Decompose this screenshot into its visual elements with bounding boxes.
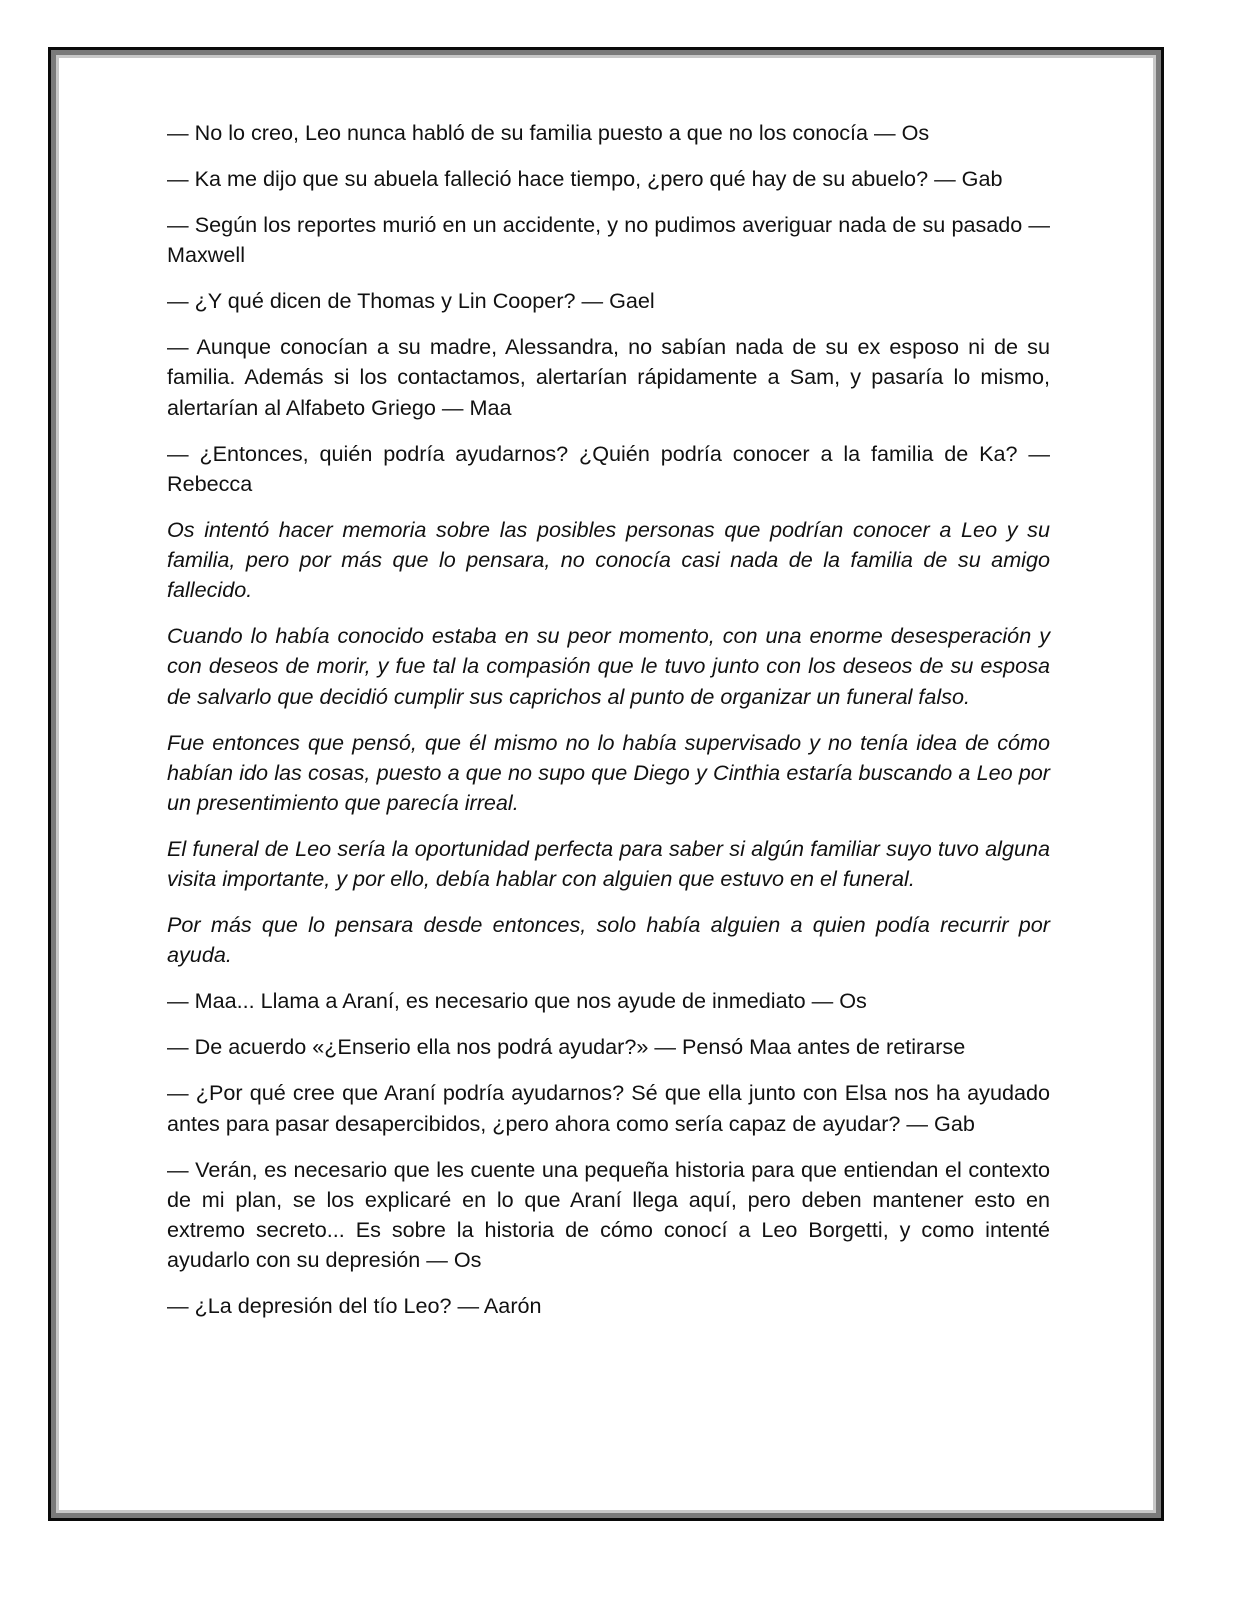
dialogue-paragraph: — ¿Entonces, quién podría ayudarnos? ¿Quién podría conocer a la familia de Ka? — Rebecca (167, 440, 1050, 496)
narration-paragraph: El funeral de Leo sería la oportunidad perfecta para saber si algún familiar suyo tuvo alguna visita importante, y por ello, debía hablar con alguien que estuvo en el funeral. (167, 836, 1050, 892)
dialogue-paragraph: — No lo creo, Leo nunca habló de su familia puesto a que no los conocía — Os (167, 120, 930, 145)
narration-paragraph: Os intentó hacer memoria sobre las posibles personas que podrían conocer a Leo y su familia, pero por más que lo pensara, no conocía casi nada de la familia de su amigo fallecido. (167, 516, 1050, 603)
dialogue-paragraph: — Según los reportes murió en un accidente, y no pudimos averiguar nada de su pasado — Maxwell (167, 212, 1050, 268)
narration-paragraph: Cuando lo había conocido estaba en su peor momento, con una enorme desesperación y con deseos de morir, y fue tal la compasión que le tuvo junto con los deseos de su esposa de salvarlo que decidió cumplir sus caprichos al punto de organizar un funeral falso. (167, 623, 1050, 709)
dialogue-paragraph: — De acuerdo «¿Enserio ella nos podrá ayudar?» — Pensó Maa antes de retirarse (167, 1034, 966, 1060)
dialogue-paragraph: — Ka me dijo que su abuela falleció hace tiempo, ¿pero qué hay de su abuelo? — Gab (167, 166, 1003, 191)
dialogue-paragraph: — Verán, es necesario que les cuente una pequeña historia para que entiendan el contexto de mi plan, se los explicaré en lo que Araní llega aquí, pero deben mantener esto en extremo secreto... Es sobre la historia de cómo conocí a Leo Borgetti, y como intenté ayudarlo con su depresión — Os (167, 1156, 1050, 1273)
dialogue-paragraph: — ¿Y qué dicen de Thomas y Lin Cooper? — Gael (167, 288, 655, 314)
dialogue-paragraph: — Aunque conocían a su madre, Alessandra, no sabían nada de su ex esposo ni de su familia. Además si los contactamos, alertarían rápidamente a Sam, y pasaría lo mismo, alertarían al Alfabeto Griego — Maa (167, 334, 1050, 420)
dialogue-paragraph: — ¿Por qué cree que Araní podría ayudarnos? Sé que ella junto con Elsa nos ha ayudado antes para pasar desapercibidos, ¿pero ahora como sería capaz de ayudar? — Gab (167, 1080, 1050, 1136)
document-body (167, 118, 1050, 1337)
dialogue-paragraph: — Maa... Llama a Araní, es necesario que nos ayude de inmediato — Os (167, 988, 867, 1014)
dialogue-paragraph: — ¿La depresión del tío Leo? — Aarón (167, 1293, 542, 1319)
narration-paragraph: Fue entonces que pensó, que él mismo no lo había supervisado y no tenía idea de cómo habían ido las cosas, puesto a que no supo que Diego y Cinthia estaría buscando a Leo por un presentimiento que parecía irreal. (167, 729, 1050, 816)
narration-paragraph: Por más que lo pensara desde entonces, solo había alguien a quien podía recurrir por ayuda. (167, 912, 1050, 968)
